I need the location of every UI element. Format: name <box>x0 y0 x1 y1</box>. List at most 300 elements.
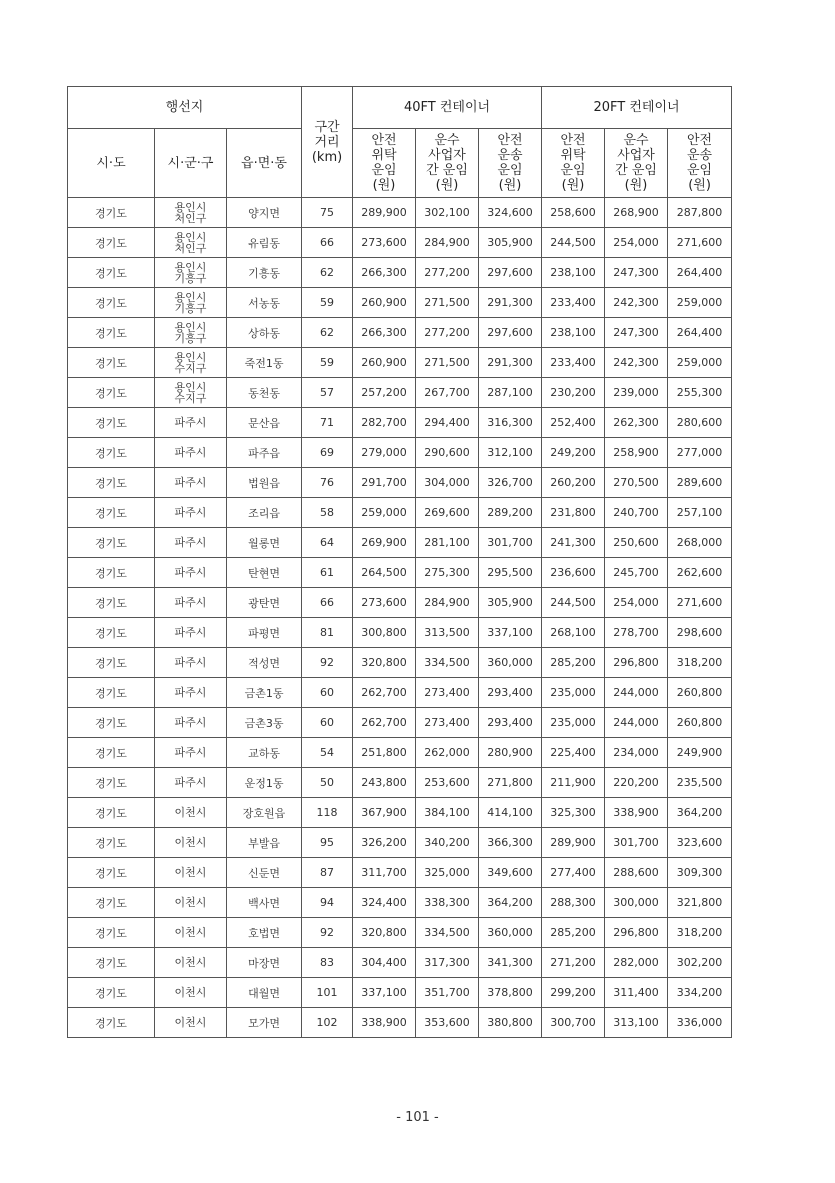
cell-20ft-transport-between: 296,800 <box>605 918 668 948</box>
cell-20ft-safe-transport: 259,000 <box>668 348 732 378</box>
cell-20ft-safe-transport: 262,600 <box>668 558 732 588</box>
cell-sigungu: 이천시 <box>155 798 227 828</box>
header-destination: 행선지 <box>68 87 302 129</box>
cell-distance-km: 71 <box>302 408 353 438</box>
header-40ft-safe-consign-rate: 안전 위탁 운임 (원) <box>353 129 416 198</box>
cell-20ft-safe-consign: 244,500 <box>542 588 605 618</box>
cell-40ft-safe-consign: 266,300 <box>353 258 416 288</box>
cell-20ft-transport-between: 240,700 <box>605 498 668 528</box>
cell-20ft-safe-transport: 260,800 <box>668 708 732 738</box>
cell-40ft-transport-between: 275,300 <box>416 558 479 588</box>
cell-20ft-safe-transport: 280,600 <box>668 408 732 438</box>
cell-40ft-safe-consign: 251,800 <box>353 738 416 768</box>
cell-40ft-safe-transport: 316,300 <box>479 408 542 438</box>
cell-20ft-safe-transport: 336,000 <box>668 1008 732 1038</box>
cell-eupmyeondong: 운정1동 <box>227 768 302 798</box>
cell-40ft-safe-transport: 293,400 <box>479 708 542 738</box>
cell-20ft-transport-between: 313,100 <box>605 1008 668 1038</box>
cell-40ft-safe-transport: 293,400 <box>479 678 542 708</box>
cell-40ft-transport-between: 277,200 <box>416 258 479 288</box>
cell-eupmyeondong: 문산읍 <box>227 408 302 438</box>
table-row <box>68 528 732 558</box>
cell-sido: 경기도 <box>68 798 155 828</box>
cell-20ft-safe-consign: 244,500 <box>542 228 605 258</box>
cell-sido: 경기도 <box>68 1008 155 1038</box>
cell-40ft-safe-transport: 349,600 <box>479 858 542 888</box>
cell-40ft-transport-between: 384,100 <box>416 798 479 828</box>
cell-40ft-safe-transport: 378,800 <box>479 978 542 1008</box>
cell-40ft-safe-consign: 273,600 <box>353 228 416 258</box>
cell-40ft-safe-transport: 295,500 <box>479 558 542 588</box>
table-row <box>68 918 732 948</box>
cell-distance-km: 50 <box>302 768 353 798</box>
cell-sido: 경기도 <box>68 948 155 978</box>
cell-20ft-safe-consign: 288,300 <box>542 888 605 918</box>
table-row <box>68 828 732 858</box>
table-row <box>68 768 732 798</box>
cell-20ft-transport-between: 244,000 <box>605 678 668 708</box>
cell-distance-km: 54 <box>302 738 353 768</box>
cell-eupmyeondong: 마장면 <box>227 948 302 978</box>
cell-40ft-transport-between: 281,100 <box>416 528 479 558</box>
cell-40ft-safe-transport: 337,100 <box>479 618 542 648</box>
cell-20ft-safe-consign: 260,200 <box>542 468 605 498</box>
cell-sigungu: 용인시 기흥구 <box>155 258 227 288</box>
cell-20ft-safe-consign: 238,100 <box>542 258 605 288</box>
cell-40ft-safe-consign: 260,900 <box>353 348 416 378</box>
cell-20ft-transport-between: 244,000 <box>605 708 668 738</box>
cell-eupmyeondong: 죽전1동 <box>227 348 302 378</box>
cell-sigungu: 용인시 처인구 <box>155 198 227 228</box>
page-number: - 101 - <box>396 1110 439 1125</box>
cell-distance-km: 92 <box>302 648 353 678</box>
cell-40ft-transport-between: 304,000 <box>416 468 479 498</box>
cell-40ft-transport-between: 271,500 <box>416 288 479 318</box>
cell-sigungu: 파주시 <box>155 648 227 678</box>
cell-40ft-safe-consign: 326,200 <box>353 828 416 858</box>
cell-20ft-safe-transport: 289,600 <box>668 468 732 498</box>
cell-20ft-safe-consign: 225,400 <box>542 738 605 768</box>
cell-20ft-safe-consign: 235,000 <box>542 708 605 738</box>
cell-eupmyeondong: 탄현면 <box>227 558 302 588</box>
cell-20ft-transport-between: 270,500 <box>605 468 668 498</box>
cell-40ft-safe-consign: 243,800 <box>353 768 416 798</box>
cell-40ft-transport-between: 353,600 <box>416 1008 479 1038</box>
cell-sigungu: 이천시 <box>155 1008 227 1038</box>
cell-40ft-safe-consign: 289,900 <box>353 198 416 228</box>
table-row <box>68 858 732 888</box>
table-row <box>68 318 732 348</box>
cell-sido: 경기도 <box>68 978 155 1008</box>
cell-20ft-safe-consign: 252,400 <box>542 408 605 438</box>
cell-sido: 경기도 <box>68 828 155 858</box>
cell-sido: 경기도 <box>68 768 155 798</box>
cell-40ft-safe-transport: 289,200 <box>479 498 542 528</box>
cell-20ft-safe-consign: 299,200 <box>542 978 605 1008</box>
cell-40ft-safe-consign: 300,800 <box>353 618 416 648</box>
cell-40ft-safe-consign: 367,900 <box>353 798 416 828</box>
cell-eupmyeondong: 양지면 <box>227 198 302 228</box>
cell-40ft-safe-transport: 414,100 <box>479 798 542 828</box>
cell-20ft-safe-consign: 238,100 <box>542 318 605 348</box>
cell-20ft-safe-consign: 211,900 <box>542 768 605 798</box>
cell-distance-km: 61 <box>302 558 353 588</box>
cell-20ft-safe-consign: 233,400 <box>542 288 605 318</box>
cell-40ft-safe-consign: 324,400 <box>353 888 416 918</box>
cell-40ft-safe-transport: 360,000 <box>479 648 542 678</box>
cell-sigungu: 이천시 <box>155 978 227 1008</box>
cell-eupmyeondong: 백사면 <box>227 888 302 918</box>
cell-40ft-transport-between: 269,600 <box>416 498 479 528</box>
cell-40ft-safe-consign: 273,600 <box>353 588 416 618</box>
cell-40ft-transport-between: 284,900 <box>416 228 479 258</box>
cell-sido: 경기도 <box>68 888 155 918</box>
cell-40ft-safe-consign: 291,700 <box>353 468 416 498</box>
header-distance-label: 구간 거리 (km) <box>311 119 343 165</box>
cell-20ft-safe-consign: 268,100 <box>542 618 605 648</box>
freight-rate-table <box>67 86 732 1038</box>
table-row <box>68 588 732 618</box>
cell-sigungu: 이천시 <box>155 888 227 918</box>
cell-sido: 경기도 <box>68 708 155 738</box>
table-row <box>68 738 732 768</box>
cell-eupmyeondong: 대월면 <box>227 978 302 1008</box>
cell-sigungu: 용인시 기흥구 <box>155 288 227 318</box>
cell-40ft-safe-consign: 262,700 <box>353 678 416 708</box>
cell-20ft-transport-between: 258,900 <box>605 438 668 468</box>
cell-40ft-safe-transport: 305,900 <box>479 588 542 618</box>
cell-20ft-safe-consign: 235,000 <box>542 678 605 708</box>
cell-20ft-safe-transport: 298,600 <box>668 618 732 648</box>
cell-20ft-transport-between: 250,600 <box>605 528 668 558</box>
cell-40ft-transport-between: 340,200 <box>416 828 479 858</box>
cell-40ft-safe-consign: 337,100 <box>353 978 416 1008</box>
cell-eupmyeondong: 신둔면 <box>227 858 302 888</box>
cell-20ft-transport-between: 247,300 <box>605 318 668 348</box>
cell-20ft-transport-between: 242,300 <box>605 288 668 318</box>
cell-40ft-safe-consign: 269,900 <box>353 528 416 558</box>
table-row <box>68 888 732 918</box>
cell-20ft-safe-consign: 277,400 <box>542 858 605 888</box>
cell-sido: 경기도 <box>68 858 155 888</box>
cell-sido: 경기도 <box>68 528 155 558</box>
cell-40ft-transport-between: 277,200 <box>416 318 479 348</box>
cell-distance-km: 95 <box>302 828 353 858</box>
cell-20ft-transport-between: 268,900 <box>605 198 668 228</box>
cell-40ft-safe-consign: 320,800 <box>353 648 416 678</box>
cell-20ft-safe-consign: 289,900 <box>542 828 605 858</box>
cell-sigungu: 파주시 <box>155 738 227 768</box>
cell-20ft-safe-consign: 285,200 <box>542 918 605 948</box>
cell-20ft-safe-transport: 364,200 <box>668 798 732 828</box>
cell-eupmyeondong: 파평면 <box>227 618 302 648</box>
cell-distance-km: 60 <box>302 708 353 738</box>
table-row <box>68 798 732 828</box>
cell-20ft-safe-transport: 323,600 <box>668 828 732 858</box>
cell-eupmyeondong: 기흥동 <box>227 258 302 288</box>
cell-sigungu: 파주시 <box>155 708 227 738</box>
cell-40ft-safe-transport: 324,600 <box>479 198 542 228</box>
cell-distance-km: 75 <box>302 198 353 228</box>
cell-distance-km: 94 <box>302 888 353 918</box>
cell-20ft-safe-transport: 255,300 <box>668 378 732 408</box>
cell-40ft-safe-transport: 312,100 <box>479 438 542 468</box>
cell-sigungu: 이천시 <box>155 948 227 978</box>
cell-40ft-transport-between: 253,600 <box>416 768 479 798</box>
cell-40ft-safe-consign: 259,000 <box>353 498 416 528</box>
header-20ft-transport-between-rate: 운수 사업자 간 운임 (원) <box>605 129 668 198</box>
cell-sido: 경기도 <box>68 558 155 588</box>
cell-sido: 경기도 <box>68 918 155 948</box>
cell-40ft-safe-consign: 304,400 <box>353 948 416 978</box>
cell-20ft-safe-consign: 241,300 <box>542 528 605 558</box>
cell-40ft-safe-transport: 280,900 <box>479 738 542 768</box>
cell-sigungu: 파주시 <box>155 678 227 708</box>
cell-40ft-transport-between: 317,300 <box>416 948 479 978</box>
cell-40ft-transport-between: 294,400 <box>416 408 479 438</box>
table-row <box>68 708 732 738</box>
header-40ft-transport-between-rate: 운수 사업자 간 운임 (원) <box>416 129 479 198</box>
cell-20ft-safe-consign: 271,200 <box>542 948 605 978</box>
cell-20ft-safe-transport: 302,200 <box>668 948 732 978</box>
cell-40ft-safe-consign: 264,500 <box>353 558 416 588</box>
cell-distance-km: 87 <box>302 858 353 888</box>
cell-40ft-safe-consign: 279,000 <box>353 438 416 468</box>
cell-20ft-transport-between: 311,400 <box>605 978 668 1008</box>
cell-distance-km: 59 <box>302 288 353 318</box>
cell-20ft-safe-consign: 258,600 <box>542 198 605 228</box>
cell-sido: 경기도 <box>68 408 155 438</box>
cell-sigungu: 파주시 <box>155 768 227 798</box>
cell-sigungu: 용인시 수지구 <box>155 348 227 378</box>
cell-20ft-safe-consign: 325,300 <box>542 798 605 828</box>
cell-sido: 경기도 <box>68 348 155 378</box>
table-row <box>68 438 732 468</box>
cell-20ft-transport-between: 301,700 <box>605 828 668 858</box>
cell-40ft-safe-consign: 262,700 <box>353 708 416 738</box>
cell-distance-km: 62 <box>302 318 353 348</box>
cell-40ft-safe-transport: 341,300 <box>479 948 542 978</box>
cell-sigungu: 파주시 <box>155 618 227 648</box>
cell-20ft-transport-between: 254,000 <box>605 588 668 618</box>
cell-sido: 경기도 <box>68 588 155 618</box>
table-row <box>68 618 732 648</box>
cell-sigungu: 파주시 <box>155 588 227 618</box>
cell-20ft-safe-transport: 334,200 <box>668 978 732 1008</box>
cell-20ft-safe-transport: 318,200 <box>668 918 732 948</box>
cell-20ft-safe-consign: 236,600 <box>542 558 605 588</box>
cell-distance-km: 59 <box>302 348 353 378</box>
cell-40ft-safe-transport: 297,600 <box>479 258 542 288</box>
cell-distance-km: 83 <box>302 948 353 978</box>
cell-20ft-transport-between: 288,600 <box>605 858 668 888</box>
cell-sigungu: 파주시 <box>155 498 227 528</box>
cell-20ft-safe-consign: 285,200 <box>542 648 605 678</box>
table-row <box>68 378 732 408</box>
cell-eupmyeondong: 교하동 <box>227 738 302 768</box>
header-20ft-container: 20FT 컨테이너 <box>542 87 732 129</box>
cell-eupmyeondong: 호법면 <box>227 918 302 948</box>
cell-20ft-safe-consign: 300,700 <box>542 1008 605 1038</box>
cell-40ft-safe-consign: 260,900 <box>353 288 416 318</box>
cell-distance-km: 66 <box>302 228 353 258</box>
cell-20ft-safe-consign: 233,400 <box>542 348 605 378</box>
cell-distance-km: 81 <box>302 618 353 648</box>
cell-40ft-transport-between: 302,100 <box>416 198 479 228</box>
table-header <box>68 87 732 198</box>
cell-sigungu: 이천시 <box>155 918 227 948</box>
cell-20ft-transport-between: 254,000 <box>605 228 668 258</box>
cell-40ft-transport-between: 284,900 <box>416 588 479 618</box>
cell-20ft-transport-between: 262,300 <box>605 408 668 438</box>
cell-40ft-safe-transport: 271,800 <box>479 768 542 798</box>
table-row <box>68 468 732 498</box>
cell-sigungu: 용인시 수지구 <box>155 378 227 408</box>
cell-sigungu: 이천시 <box>155 858 227 888</box>
cell-20ft-transport-between: 242,300 <box>605 348 668 378</box>
cell-40ft-transport-between: 334,500 <box>416 918 479 948</box>
cell-20ft-safe-transport: 287,800 <box>668 198 732 228</box>
cell-20ft-safe-consign: 230,200 <box>542 378 605 408</box>
cell-40ft-safe-consign: 266,300 <box>353 318 416 348</box>
cell-sido: 경기도 <box>68 678 155 708</box>
cell-40ft-safe-consign: 311,700 <box>353 858 416 888</box>
cell-40ft-transport-between: 262,000 <box>416 738 479 768</box>
cell-sido: 경기도 <box>68 378 155 408</box>
cell-20ft-safe-consign: 231,800 <box>542 498 605 528</box>
cell-40ft-safe-consign: 282,700 <box>353 408 416 438</box>
header-eupmyeondong: 읍·면·동 <box>227 129 302 198</box>
cell-20ft-safe-transport: 309,300 <box>668 858 732 888</box>
cell-40ft-safe-transport: 287,100 <box>479 378 542 408</box>
cell-eupmyeondong: 동천동 <box>227 378 302 408</box>
cell-sido: 경기도 <box>68 258 155 288</box>
cell-eupmyeondong: 금촌1동 <box>227 678 302 708</box>
table-row <box>68 558 732 588</box>
table-row <box>68 258 732 288</box>
table-row <box>68 288 732 318</box>
cell-distance-km: 101 <box>302 978 353 1008</box>
header-20ft-safe-transport-rate: 안전 운송 운임 (원) <box>668 129 732 198</box>
cell-40ft-safe-transport: 366,300 <box>479 828 542 858</box>
cell-20ft-transport-between: 247,300 <box>605 258 668 288</box>
cell-sido: 경기도 <box>68 648 155 678</box>
cell-sigungu: 용인시 기흥구 <box>155 318 227 348</box>
cell-sigungu: 파주시 <box>155 528 227 558</box>
cell-sido: 경기도 <box>68 198 155 228</box>
cell-sigungu: 파주시 <box>155 558 227 588</box>
table-body <box>68 198 732 1038</box>
cell-20ft-safe-transport: 277,000 <box>668 438 732 468</box>
table-row <box>68 678 732 708</box>
cell-40ft-safe-transport: 301,700 <box>479 528 542 558</box>
cell-sido: 경기도 <box>68 318 155 348</box>
header-distance <box>302 87 353 198</box>
cell-40ft-safe-transport: 360,000 <box>479 918 542 948</box>
cell-20ft-transport-between: 245,700 <box>605 558 668 588</box>
cell-20ft-safe-transport: 235,500 <box>668 768 732 798</box>
cell-eupmyeondong: 서농동 <box>227 288 302 318</box>
cell-40ft-safe-transport: 305,900 <box>479 228 542 258</box>
header-40ft-container: 40FT 컨테이너 <box>353 87 542 129</box>
cell-distance-km: 64 <box>302 528 353 558</box>
cell-40ft-safe-transport: 297,600 <box>479 318 542 348</box>
cell-20ft-transport-between: 239,000 <box>605 378 668 408</box>
cell-40ft-transport-between: 273,400 <box>416 708 479 738</box>
table-row <box>68 978 732 1008</box>
cell-40ft-transport-between: 273,400 <box>416 678 479 708</box>
cell-20ft-safe-transport: 271,600 <box>668 228 732 258</box>
cell-sigungu: 이천시 <box>155 828 227 858</box>
cell-sigungu: 파주시 <box>155 468 227 498</box>
cell-40ft-safe-transport: 291,300 <box>479 348 542 378</box>
cell-eupmyeondong: 부발읍 <box>227 828 302 858</box>
cell-eupmyeondong: 장호원읍 <box>227 798 302 828</box>
cell-sido: 경기도 <box>68 438 155 468</box>
cell-20ft-transport-between: 296,800 <box>605 648 668 678</box>
cell-40ft-transport-between: 267,700 <box>416 378 479 408</box>
cell-20ft-safe-transport: 249,900 <box>668 738 732 768</box>
cell-distance-km: 58 <box>302 498 353 528</box>
cell-20ft-safe-transport: 257,100 <box>668 498 732 528</box>
cell-40ft-safe-transport: 380,800 <box>479 1008 542 1038</box>
cell-20ft-transport-between: 300,000 <box>605 888 668 918</box>
cell-distance-km: 60 <box>302 678 353 708</box>
cell-40ft-transport-between: 325,000 <box>416 858 479 888</box>
cell-sido: 경기도 <box>68 618 155 648</box>
cell-40ft-transport-between: 334,500 <box>416 648 479 678</box>
cell-40ft-transport-between: 313,500 <box>416 618 479 648</box>
cell-eupmyeondong: 상하동 <box>227 318 302 348</box>
cell-sido: 경기도 <box>68 738 155 768</box>
cell-20ft-safe-transport: 321,800 <box>668 888 732 918</box>
cell-20ft-transport-between: 278,700 <box>605 618 668 648</box>
cell-distance-km: 118 <box>302 798 353 828</box>
cell-20ft-transport-between: 220,200 <box>605 768 668 798</box>
header-40ft-safe-transport-rate: 안전 운송 운임 (원) <box>479 129 542 198</box>
cell-distance-km: 76 <box>302 468 353 498</box>
cell-sido: 경기도 <box>68 468 155 498</box>
table-row <box>68 198 732 228</box>
table-row <box>68 1008 732 1038</box>
cell-40ft-safe-transport: 326,700 <box>479 468 542 498</box>
cell-eupmyeondong: 법원읍 <box>227 468 302 498</box>
cell-40ft-safe-consign: 257,200 <box>353 378 416 408</box>
table-row <box>68 948 732 978</box>
cell-eupmyeondong: 금촌3동 <box>227 708 302 738</box>
cell-20ft-transport-between: 234,000 <box>605 738 668 768</box>
cell-20ft-safe-transport: 264,400 <box>668 318 732 348</box>
cell-20ft-safe-transport: 264,400 <box>668 258 732 288</box>
cell-distance-km: 102 <box>302 1008 353 1038</box>
table-row <box>68 408 732 438</box>
cell-eupmyeondong: 광탄면 <box>227 588 302 618</box>
table-row <box>68 228 732 258</box>
cell-20ft-transport-between: 338,900 <box>605 798 668 828</box>
cell-sido: 경기도 <box>68 228 155 258</box>
cell-sido: 경기도 <box>68 498 155 528</box>
cell-20ft-safe-transport: 271,600 <box>668 588 732 618</box>
cell-40ft-safe-consign: 320,800 <box>353 918 416 948</box>
cell-20ft-safe-consign: 249,200 <box>542 438 605 468</box>
cell-40ft-transport-between: 338,300 <box>416 888 479 918</box>
cell-distance-km: 66 <box>302 588 353 618</box>
cell-eupmyeondong: 모가면 <box>227 1008 302 1038</box>
cell-sigungu: 용인시 처인구 <box>155 228 227 258</box>
cell-40ft-transport-between: 271,500 <box>416 348 479 378</box>
cell-sigungu: 파주시 <box>155 438 227 468</box>
cell-40ft-transport-between: 351,700 <box>416 978 479 1008</box>
